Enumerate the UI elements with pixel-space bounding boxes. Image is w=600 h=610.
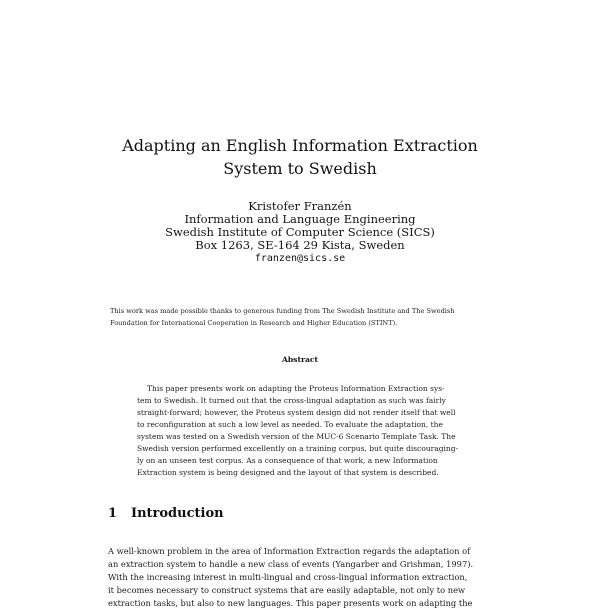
abstract-line: This paper presents work on adapting the Proteus Information Extraction sys- (147, 384, 445, 393)
title-line-2: System to Swedish (223, 159, 377, 178)
body-line: it becomes necessary to construct systems that are easily adaptable, not only to new (108, 585, 466, 595)
abstract-line: system was tested on a Swedish version of the MUC-6 Scenario Template Task. The (137, 432, 456, 441)
abstract-line: Swedish version performed excellently on a training corpus, but quite discouraging- (137, 444, 459, 453)
section-title: Introduction (131, 506, 224, 521)
title-line-1: Adapting an English Information Extraction (122, 136, 478, 155)
section-number: 1 (108, 506, 118, 521)
body-line: With the increasing interest in multi-lingual and cross-lingual information extraction, (108, 572, 468, 582)
acknowledgement-line-1: This work was made possible thanks to generous funding from The Swedish Institute and The Swedish (110, 307, 455, 315)
author-department: Information and Language Engineering (184, 212, 416, 226)
acknowledgement-line-2: Foundation for International Cooperation in Research and Higher Education (STINT). (110, 319, 398, 327)
abstract-line: Extraction system is being designed and the layout of that system is described. (137, 468, 439, 477)
section-heading (108, 506, 224, 521)
author-institute: Swedish Institute of Computer Science (SICS) (165, 225, 435, 239)
abstract-line: tem to Swedish. It turned out that the cross-lingual adaptation as such was fairly (137, 396, 446, 405)
body-text (108, 545, 498, 610)
body-line: an extraction system to handle a new class of events (Yangarber and Grishman, 1997). (108, 559, 474, 569)
body-line: extraction tasks, but also to new languages. This paper presents work on adapting the (108, 598, 473, 608)
body-line: A well-known problem in the area of Information Extraction regards the adaptation of (108, 546, 471, 556)
abstract-line: straight-forward; however, the Proteus system design did not render itself that well (137, 408, 456, 417)
abstract-heading: Abstract (281, 355, 319, 364)
author-email: franzen@sics.se (254, 253, 346, 264)
author-address: Box 1263, SE-164 29 Kista, Sweden (195, 238, 405, 252)
abstract-text (137, 383, 467, 479)
acknowledgement (110, 305, 495, 329)
paper-title (0, 134, 600, 180)
abstract-line: to reconfiguration at such a low level as needed. To evaluate the adaptation, the (137, 420, 443, 429)
author-name: Kristofer Franzén (248, 199, 352, 213)
author-block (0, 200, 600, 265)
abstract-line: ly on an unseen test corpus. As a consequence of that work, a new Information (137, 456, 438, 465)
